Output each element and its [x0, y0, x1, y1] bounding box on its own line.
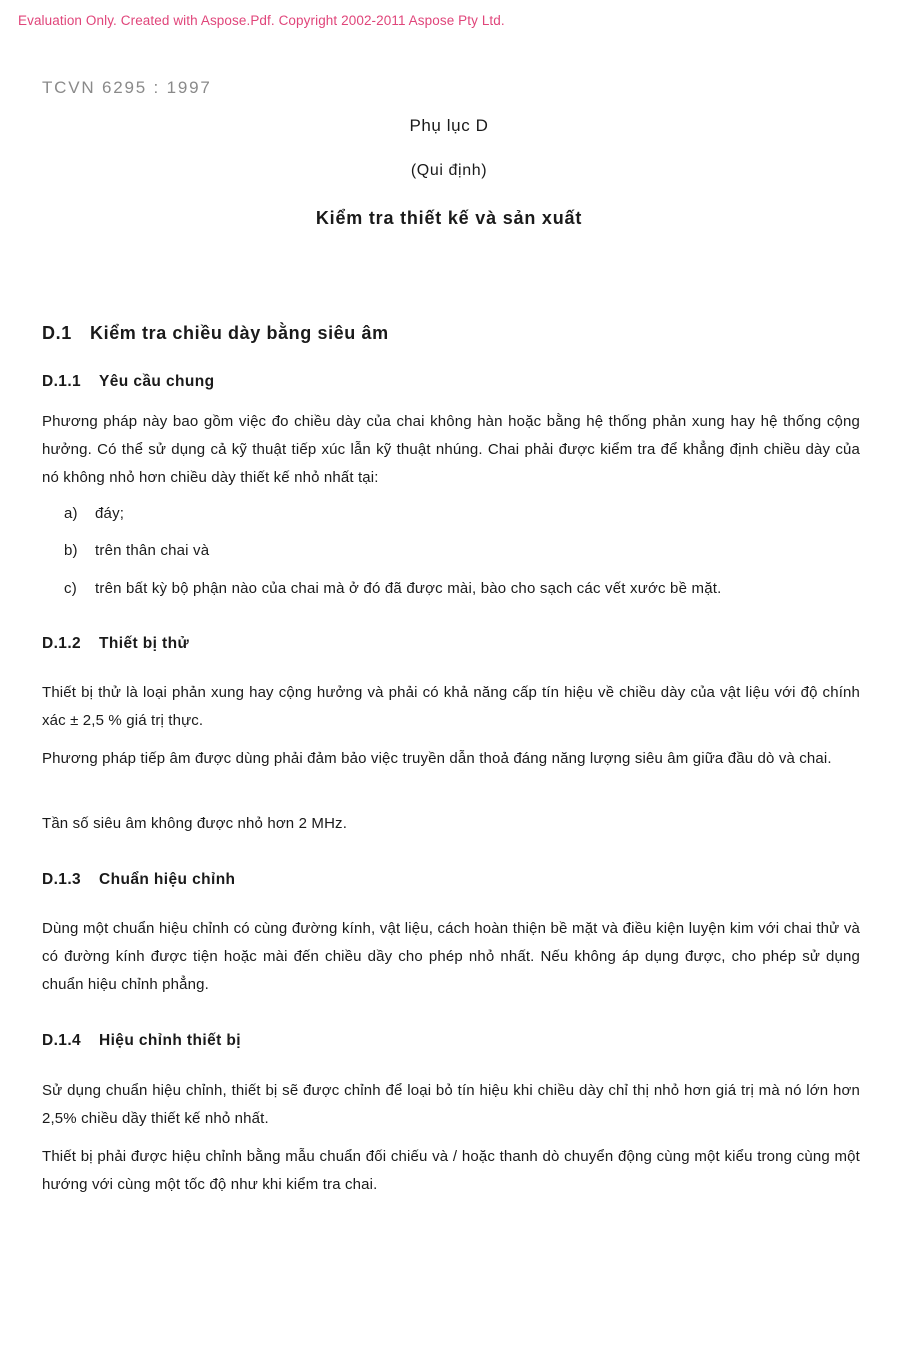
- paragraph-test-equipment: Thiết bị thử là loại phản xung hay cộng hưởng và phải có khả năng cấp tín hiệu về chiều dày của vật liệu với độ chính xác ± 2,5 % giá trị thực.: [42, 684, 860, 729]
- paragraph-coupling-method: Phương pháp tiếp âm được dùng phải đảm bảo việc truyền dẫn thoả đáng năng lượng siêu âm giữa đầu dò và chai.: [42, 750, 832, 767]
- appendix-subject: Kiểm tra thiết kế và sản xuất: [315, 208, 583, 228]
- paragraph-frequency: Tần số siêu âm không được nhỏ hơn 2 MHz.: [42, 815, 348, 832]
- paragraph-calibration-standard: Dùng một chuẩn hiệu chỉnh có cùng đường kính, vật liệu, cách hoàn thiện bề mặt và điều kiện luyện kim với chai thử và có đường kính được tiện hoặc mài đến chiều dầy cho phép nhỏ nhất. Nếu không áp dụng được, cho phép sử dụng chuẩn hiệu chỉnh phẳng.: [42, 920, 860, 993]
- standard-code: TCVN 6295 : 1997: [42, 78, 212, 97]
- list-item: [64, 580, 721, 597]
- subsection-heading-d1-1: [42, 373, 214, 391]
- paragraph-general-requirements: Phương pháp này bao gồm việc đo chiều dày của chai không hàn hoặc bằng hệ thống phản xung hay hệ thống cộng hưởng. Có thể sử dụng cả kỹ thuật tiếp xúc lẫn kỹ thuật nhúng. Chai phải được kiểm tra để khẳng định chiều dày của nó không nhỏ hơn chiều dày thiết kế nhỏ nhất tại:: [42, 413, 860, 486]
- subsection-title: Thiết bị thử: [99, 635, 190, 652]
- subsection-title: Hiệu chỉnh thiết bị: [99, 1032, 241, 1049]
- section-number: D.1: [42, 323, 72, 343]
- list-item: [64, 505, 124, 522]
- section-title: Kiểm tra chiều dày bằng siêu âm: [90, 323, 389, 343]
- subsection-number: D.1.3: [42, 871, 82, 888]
- paragraph-reference-sample: Thiết bị phải được hiệu chỉnh bằng mẫu chuẩn đối chiếu và / hoặc thanh dò chuyển động cùng một kiểu trong cùng một hướng với cùng một tốc độ như khi kiểm tra chai.: [42, 1148, 860, 1193]
- list-item: [64, 542, 209, 559]
- list-marker: b): [64, 542, 78, 559]
- subsection-number: D.1.1: [42, 373, 82, 390]
- subsection-title: Chuẩn hiệu chỉnh: [99, 871, 236, 888]
- subsection-heading-d1-3: [42, 871, 235, 889]
- appendix-title: Phụ lục D: [409, 116, 489, 135]
- section-heading-d1: [42, 323, 389, 344]
- appendix-type: (Qui định): [410, 162, 488, 179]
- list-marker: a): [64, 505, 78, 522]
- evaluation-watermark: Evaluation Only. Created with Aspose.Pdf. Copyright 2002-2011 Aspose Pty Ltd.: [18, 13, 505, 28]
- subsection-heading-d1-4: [42, 1032, 241, 1050]
- subsection-heading-d1-2: [42, 635, 189, 653]
- list-item-text: trên bất kỳ bộ phận nào của chai mà ở đó đã được mài, bào cho sạch các vết xước bề mặt.: [95, 580, 722, 597]
- list-marker: c): [64, 580, 77, 597]
- subsection-title: Yêu cầu chung: [99, 373, 215, 390]
- paragraph-equipment-calibration: Sử dụng chuẩn hiệu chỉnh, thiết bị sẽ được chỉnh để loại bỏ tín hiệu khi chiều dày chỉ thị nhỏ hơn giá trị mà nó lớn hơn 2,5% chiều dầy thiết kế nhỏ nhất.: [42, 1082, 860, 1127]
- list-item-text: đáy;: [95, 505, 125, 522]
- subsection-number: D.1.4: [42, 1032, 82, 1049]
- subsection-number: D.1.2: [42, 635, 82, 652]
- list-item-text: trên thân chai và: [95, 542, 210, 559]
